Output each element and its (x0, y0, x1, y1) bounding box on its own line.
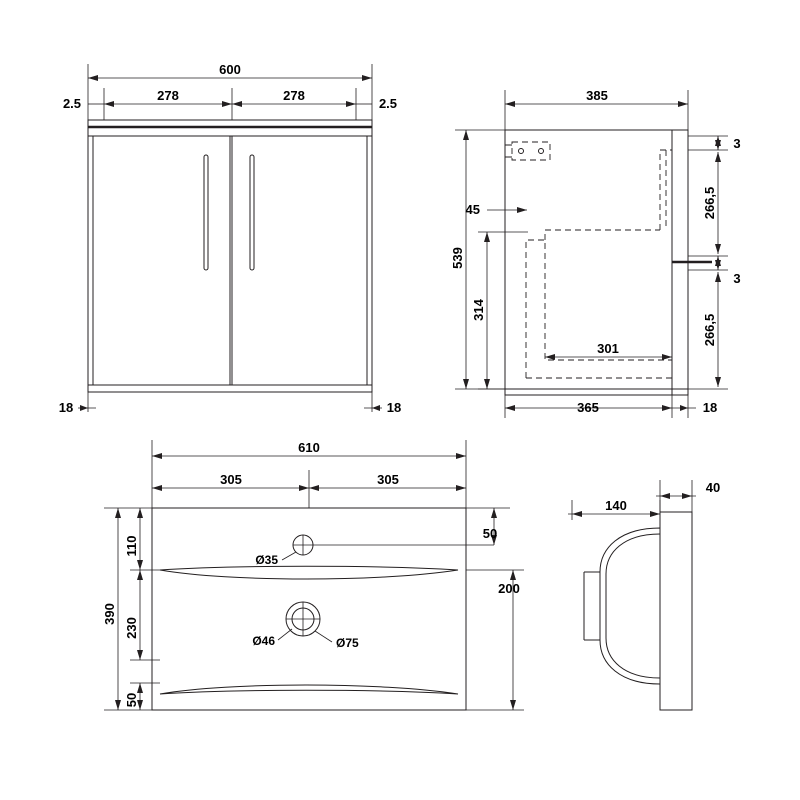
dim-front-gap-left: 2.5 (62, 96, 82, 111)
dim-front-plinth-right: 18 (386, 400, 402, 415)
side-section-view (450, 88, 741, 418)
basin-plan-view (102, 440, 524, 710)
dim-front-door-right: 278 (283, 88, 305, 103)
dim-side-panel-upper: 266,5 (702, 186, 717, 220)
dim-front-plinth-left: 18 (58, 400, 74, 415)
dim-front-door-left: 278 (157, 88, 179, 103)
dim-basin-half-left: 305 (220, 472, 242, 487)
dim-front-gap-right: 2.5 (378, 96, 398, 111)
dim-side-panel-lower: 266,5 (702, 313, 717, 347)
dim-basin-overall-depth: 390 (102, 603, 117, 625)
basin-side-view (568, 480, 720, 710)
dim-side-back-offset: 18 (702, 400, 718, 415)
dim-basin-half-right: 305 (377, 472, 399, 487)
dim-side-depth-bottom: 365 (577, 400, 599, 415)
dim-basin-tap-hole-offset: 50 (482, 526, 498, 541)
dim-front-overall-width: 600 (219, 62, 241, 77)
front-elevation-view (59, 62, 401, 415)
dim-side-depth-top: 385 (586, 88, 608, 103)
dim-basin-tap-hole-dia: Ø35 (255, 553, 278, 567)
dim-basin-waste-inner-dia: Ø46 (252, 634, 275, 648)
dim-basin-top-band: 110 (124, 535, 139, 557)
dim-basin-overall-width: 610 (298, 440, 320, 455)
dim-basin-side-depth: 140 (605, 498, 627, 513)
dim-basin-side-projection: 40 (705, 480, 721, 495)
dim-basin-middle-band: 230 (124, 617, 139, 639)
dim-basin-waste-outer-dia: Ø75 (336, 636, 359, 650)
dim-side-shelf-gap-top: 3 (733, 136, 741, 151)
dim-side-inner-depth: 301 (597, 341, 619, 356)
dim-side-offset-top: 45 (465, 202, 480, 217)
dim-side-height-total: 539 (450, 247, 465, 269)
dim-basin-waste-offset: 200 (498, 581, 520, 596)
dim-side-shelf-gap-bottom: 3 (733, 271, 741, 286)
dim-side-height-inner: 314 (471, 299, 486, 321)
dim-basin-bottom-band: 50 (124, 692, 139, 708)
